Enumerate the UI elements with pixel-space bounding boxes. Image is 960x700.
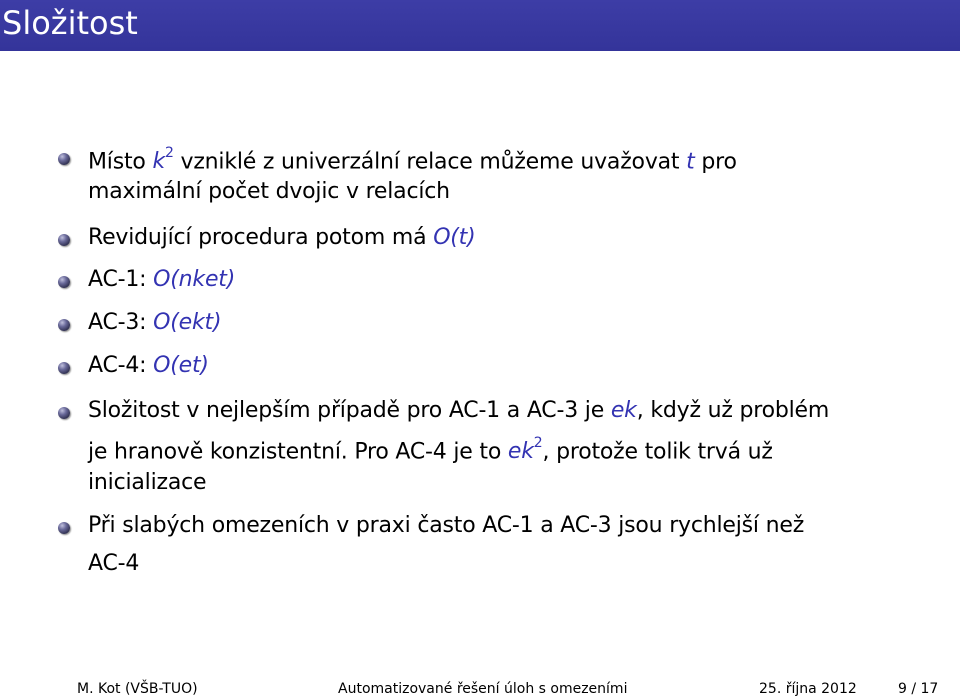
text-segment: AC-4: (88, 353, 154, 378)
footer-date: 25. října 2012 (759, 681, 857, 697)
footer-page-number: 9 / 17 (898, 681, 939, 697)
math-segment: O(et) (153, 353, 209, 378)
bullet-text-line (88, 431, 918, 467)
bullet-text (88, 395, 918, 426)
math-segment: ek (610, 398, 637, 423)
math-segment: O(t) (433, 225, 476, 250)
math-segment: O(ekt) (153, 310, 222, 335)
bullet-icon (58, 234, 70, 246)
math-text: k (152, 149, 165, 175)
footer-meta-box (646, 679, 960, 700)
bullet-icon (58, 319, 70, 331)
bullet-text (88, 264, 918, 295)
math-superscript: 2 (533, 435, 543, 451)
bullet-icon (58, 362, 70, 374)
footer-talk-box (314, 679, 646, 700)
footer (0, 679, 960, 700)
text-segment: vzniklé z univerzální relace můžeme uvažovat (173, 149, 687, 175)
text-segment: Složitost v nejlepším případě pro AC-1 a AC-3 je (88, 398, 611, 423)
footer-author: M. Kot (VŠB-TUO) (77, 681, 198, 697)
bullet-text-line: AC-4 (88, 551, 140, 576)
footer-author-box (0, 679, 314, 700)
slide-title: Složitost (2, 4, 138, 42)
footer-talk-title: Automatizované řešení úloh s omezeními (338, 681, 628, 697)
bullet-text-line: inicializace (88, 470, 207, 495)
bullet-icon (58, 407, 70, 419)
text-segment: AC-1: (88, 267, 154, 292)
bullet-icon (58, 276, 70, 288)
math-superscript: 2 (164, 145, 174, 161)
math-segment (507, 435, 543, 465)
bullet-text (88, 350, 918, 381)
text-segment: pro (694, 149, 737, 175)
text-segment: AC-3: (88, 310, 154, 335)
bullet-text (88, 141, 918, 177)
bullet-text-line: maximální počet dvojic v relacích (88, 179, 450, 204)
text-segment: , když už problém (636, 398, 830, 423)
bullet-icon (58, 153, 70, 165)
math-segment (152, 145, 174, 175)
bullet-text (88, 222, 918, 253)
text-segment: Revidující procedura potom má (88, 225, 434, 250)
math-segment: t (686, 149, 695, 175)
bullet-text (88, 307, 918, 338)
math-text: ek (507, 439, 534, 465)
text-segment: , protože tolik trvá už (542, 439, 773, 465)
math-segment: O(nket) (153, 267, 236, 292)
bullet-icon (58, 522, 70, 534)
text-segment: je hranově konzistentní. Pro AC-4 je to (88, 439, 508, 465)
text-segment: Místo (88, 149, 153, 175)
bullet-text: Při slabých omezeních v praxi často AC-1 a AC-3 jsou rychlejší než (88, 513, 805, 538)
